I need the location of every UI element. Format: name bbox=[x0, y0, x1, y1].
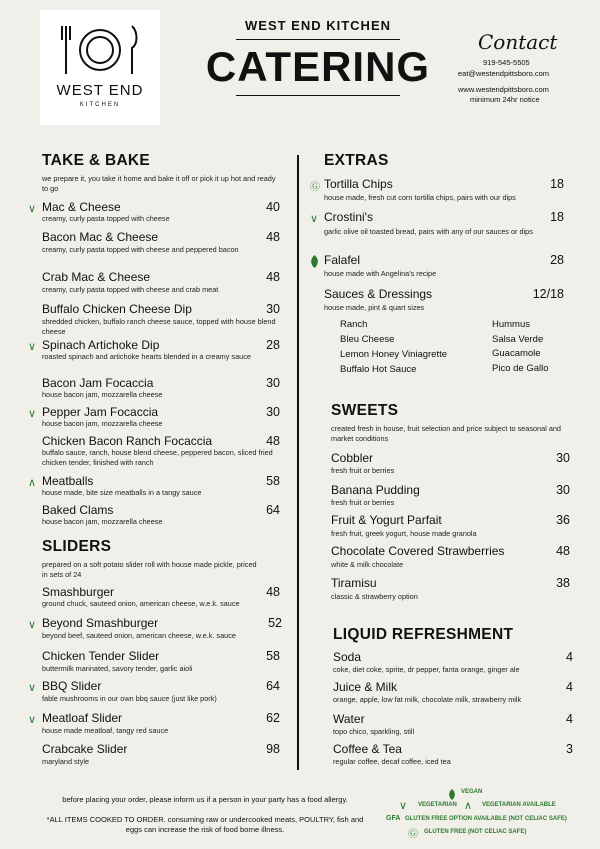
legend-vegan: VEGAN bbox=[461, 789, 483, 795]
vegetarian-icon: ∨ bbox=[28, 203, 37, 215]
menu-item-price: 12/18 bbox=[532, 287, 564, 301]
vegetarian-available-icon: ∧ bbox=[28, 477, 37, 489]
menu-item-desc: house bacon jam, mozzarella cheese bbox=[42, 419, 163, 428]
menu-item-name: Falafel bbox=[324, 253, 361, 267]
contact-website[interactable]: www.westendpittsboro.com bbox=[458, 85, 549, 94]
menu-item-price: 30 bbox=[266, 302, 280, 316]
contact-notice: minimum 24hr notice bbox=[470, 95, 540, 104]
menu-item-name: Smashburger bbox=[42, 585, 115, 599]
menu-item-desc: shredded chicken, buffalo ranch cheese sauce, topped with house blend cheese bbox=[42, 317, 276, 336]
menu-item-price: 40 bbox=[266, 200, 280, 214]
legend-gluten-free-option: GLUTEN FREE OPTION AVAILABLE (NOT CELIAC SAFE) bbox=[405, 816, 567, 822]
menu-item-price: 38 bbox=[556, 576, 570, 590]
sauce-option: Hummus bbox=[492, 319, 531, 330]
header-rule-bottom bbox=[236, 95, 400, 96]
menu-item-desc: ground chuck, sauteed onion, american cheese, w.e.k. sauce bbox=[42, 599, 240, 608]
menu-item-desc: garlic olive oil toasted bread, pairs with any of our sauces or dips bbox=[324, 227, 533, 236]
section-title-take-bake: TAKE & BAKE bbox=[42, 152, 151, 169]
menu-item-desc: house made with Angelina's recipe bbox=[324, 269, 437, 278]
vegetarian-available-icon: ∧ bbox=[464, 800, 473, 812]
menu-item-price: 64 bbox=[266, 679, 280, 693]
section-intro-take-bake: we prepare it, you take it home and bake it off or pick it up hot and ready to go bbox=[42, 174, 276, 193]
column-divider bbox=[297, 155, 299, 770]
menu-item-name: Chocolate Covered Strawberries bbox=[331, 544, 505, 558]
menu-item-price: 36 bbox=[556, 513, 570, 527]
food-safety-warning: *ALL ITEMS COOKED TO ORDER. consuming raw or undercooked meats, POULTRY, fish and eggs can increase the risk of food borne illness. bbox=[46, 815, 364, 834]
menu-item-name: Crostini's bbox=[324, 210, 373, 224]
vegan-leaf-icon bbox=[310, 255, 319, 271]
menu-item-price: 48 bbox=[556, 544, 570, 558]
menu-item-name: Beyond Smashburger bbox=[42, 616, 159, 630]
plate-cutlery-icon bbox=[58, 22, 142, 78]
logo-line2: KITCHEN bbox=[79, 102, 121, 108]
menu-item-price: 30 bbox=[556, 451, 570, 465]
menu-item-price: 48 bbox=[266, 434, 280, 448]
header-rule-top bbox=[236, 39, 400, 40]
menu-item-price: 58 bbox=[266, 649, 280, 663]
menu-item-price: 48 bbox=[266, 585, 280, 599]
menu-item-desc: coke, diet coke, sprite, dr pepper, fanta orange, ginger ale bbox=[333, 665, 520, 674]
menu-item-price: 4 bbox=[566, 650, 573, 664]
sauce-option: Guacamole bbox=[492, 348, 541, 359]
sauce-option: Lemon Honey Viniagrette bbox=[340, 349, 448, 360]
menu-item-name: BBQ Slider bbox=[42, 679, 102, 693]
vegetarian-icon: ∨ bbox=[28, 341, 37, 353]
menu-item-desc: house made, pint & quart sizes bbox=[324, 303, 425, 312]
menu-item-name: Sauces & Dressings bbox=[324, 287, 433, 301]
menu-item-price: 30 bbox=[556, 483, 570, 497]
section-title-extras: EXTRAS bbox=[324, 152, 389, 169]
menu-item-price: 62 bbox=[266, 711, 280, 725]
menu-item-desc: creamy, curly pasta topped with cheese and crab meat bbox=[42, 285, 219, 294]
menu-item-name: Water bbox=[333, 712, 365, 726]
menu-item-name: Spinach Artichoke Dip bbox=[42, 338, 160, 352]
vegetarian-icon: ∨ bbox=[28, 714, 37, 726]
section-intro-sliders: prepared on a soft potato slider roll with house made pickle, priced in sets of 24 bbox=[42, 560, 257, 579]
section-title-sliders: SLIDERS bbox=[42, 538, 112, 555]
menu-item-desc: roasted spinach and artichoke hearts blended in a creamy sauce bbox=[42, 352, 251, 361]
menu-item-desc: white & milk chocolate bbox=[331, 560, 404, 569]
gluten-free-icon: Ⓖ bbox=[408, 829, 418, 840]
legend-gluten-free: GLUTEN FREE (NOT CELIAC SAFE) bbox=[424, 829, 527, 835]
menu-item-desc: house made, bite size meatballs in a tangy sauce bbox=[42, 488, 202, 497]
menu-item-price: 30 bbox=[266, 376, 280, 390]
menu-item-desc: house bacon jam, mozzarella cheese bbox=[42, 390, 163, 399]
menu-item-name: Chicken Tender Slider bbox=[42, 649, 160, 663]
contact-heading: Contact bbox=[478, 30, 558, 54]
vegetarian-icon: ∨ bbox=[28, 682, 37, 694]
sauce-option: Bleu Cheese bbox=[340, 334, 395, 345]
gluten-free-icon: Ⓖ bbox=[310, 182, 320, 193]
vegetarian-icon: ∨ bbox=[28, 619, 37, 631]
menu-item-desc: fable mushrooms in our own bbq sauce (just like pork) bbox=[42, 694, 217, 703]
menu-item-desc: buffalo sauce, ranch, house blend cheese, peppered bacon, sliced fried chicken tender, finished with ranch bbox=[42, 448, 273, 467]
menu-item-price: 64 bbox=[266, 503, 280, 517]
vegetarian-icon: ∨ bbox=[28, 408, 37, 420]
menu-item-desc: fresh fruit, greek yogurt, house made granola bbox=[331, 529, 477, 538]
page-title: CATERING bbox=[205, 43, 431, 90]
menu-item-price: 98 bbox=[266, 742, 280, 756]
menu-item-name: Bacon Jam Focaccia bbox=[42, 376, 154, 390]
menu-item-price: 52 bbox=[268, 616, 282, 630]
menu-item-price: 48 bbox=[266, 270, 280, 284]
legend-vegetarian: VEGETARIAN bbox=[418, 802, 457, 808]
contact-phone[interactable]: 919-545-5505 bbox=[483, 58, 530, 67]
menu-item-name: Meatloaf Slider bbox=[42, 711, 123, 725]
menu-item-name: Cobbler bbox=[331, 451, 374, 465]
menu-item-desc: orange, apple, low fat milk, chocolate milk, strawberry milk bbox=[333, 695, 522, 704]
menu-item-name: Chicken Bacon Ranch Focaccia bbox=[42, 434, 213, 448]
legend-vegetarian-available: VEGETARIAN AVAILABLE bbox=[482, 802, 556, 808]
menu-item-desc: creamy, curly pasta topped with cheese and peppered bacon bbox=[42, 245, 239, 254]
menu-item-price: 4 bbox=[566, 712, 573, 726]
menu-item-desc: beyond beef, sauteed onion, american cheese, w.e.k. sauce bbox=[42, 631, 236, 640]
menu-item-name: Pepper Jam Focaccia bbox=[42, 405, 159, 419]
menu-item-desc: maryland style bbox=[42, 757, 90, 766]
restaurant-name: WEST END KITCHEN bbox=[245, 18, 391, 33]
sauce-option: Pico de Gallo bbox=[492, 363, 549, 374]
menu-item-name: Meatballs bbox=[42, 474, 94, 488]
menu-item-price: 28 bbox=[266, 338, 280, 352]
menu-item-desc: buttermilk marinated, savory tender, garlic aioli bbox=[42, 664, 193, 673]
section-title-sweets: SWEETS bbox=[331, 402, 399, 419]
sauce-option: Salsa Verde bbox=[492, 334, 544, 345]
menu-item-name: Banana Pudding bbox=[331, 483, 420, 497]
menu-item-desc: regular coffee, decaf coffee, iced tea bbox=[333, 757, 451, 766]
menu-item-desc: topo chico, sparkling, still bbox=[333, 727, 415, 736]
menu-item-name: Tiramisu bbox=[331, 576, 377, 590]
logo-line1: WEST END bbox=[56, 82, 144, 99]
menu-item-name: Bacon Mac & Cheese bbox=[42, 230, 159, 244]
menu-item-desc: fresh fruit or berries bbox=[331, 466, 395, 475]
menu-item-desc: house made meatloaf, tangy red sauce bbox=[42, 726, 169, 735]
sauce-option: Ranch bbox=[340, 319, 368, 330]
allergy-notice: before placing your order, please inform us if a person in your party has a food allergy. bbox=[62, 795, 348, 804]
menu-item-name: Juice & Milk bbox=[333, 680, 398, 694]
menu-item-price: 30 bbox=[266, 405, 280, 419]
section-title-liquid: LIQUID REFRESHMENT bbox=[333, 626, 514, 643]
menu-item-price: 4 bbox=[566, 680, 573, 694]
menu-item-name: Fruit & Yogurt Parfait bbox=[331, 513, 442, 527]
menu-item-name: Mac & Cheese bbox=[42, 200, 121, 214]
menu-item-price: 18 bbox=[550, 210, 564, 224]
menu-item-price: 58 bbox=[266, 474, 280, 488]
menu-item-desc: creamy, curly pasta topped with cheese bbox=[42, 214, 170, 223]
vegetarian-icon: ∨ bbox=[310, 213, 319, 225]
menu-item-desc: house bacon jam, mozzarella cheese bbox=[42, 517, 163, 526]
menu-item-price: 28 bbox=[550, 253, 564, 267]
menu-item-name: Crab Mac & Cheese bbox=[42, 270, 151, 284]
menu-item-price: 3 bbox=[566, 742, 573, 756]
menu-item-name: Tortilla Chips bbox=[324, 177, 393, 191]
vegetarian-icon: ∨ bbox=[399, 800, 408, 812]
menu-item-name: Coffee & Tea bbox=[333, 742, 402, 756]
section-intro-sweets: created fresh in house, fruit selection and price subject to seasonal and market conditions bbox=[331, 424, 561, 443]
contact-email[interactable]: eat@westendpittsboro.com bbox=[458, 69, 549, 78]
menu-item-price: 18 bbox=[550, 177, 564, 191]
menu-item-name: Buffalo Chicken Cheese Dip bbox=[42, 302, 192, 316]
menu-item-price: 48 bbox=[266, 230, 280, 244]
menu-item-desc: house made, fresh cut corn tortilla chips, pairs with our dips bbox=[324, 193, 516, 202]
menu-item-name: Baked Clams bbox=[42, 503, 114, 517]
sauce-option: Buffalo Hot Sauce bbox=[340, 364, 417, 375]
menu-item-name: Crabcake Slider bbox=[42, 742, 128, 756]
gfa-mark: GFA bbox=[386, 815, 401, 822]
menu-item-desc: fresh fruit or berries bbox=[331, 498, 395, 507]
menu-item-name: Soda bbox=[333, 650, 362, 664]
menu-item-desc: classic & strawberry option bbox=[331, 592, 418, 601]
logo bbox=[40, 10, 160, 125]
